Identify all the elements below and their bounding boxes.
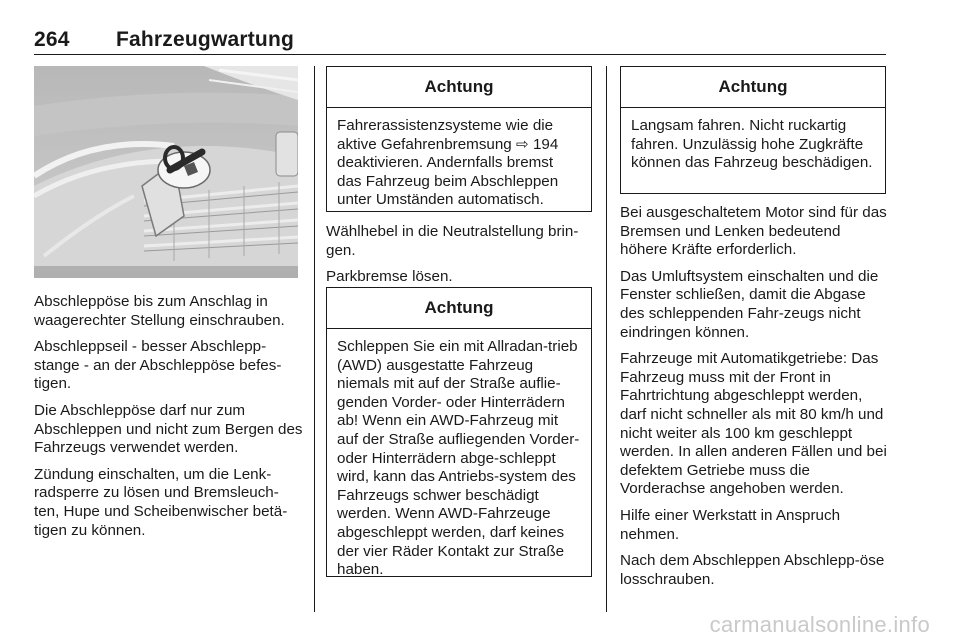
tow-eye-illustration [34,66,298,278]
warning-box-awd [326,287,592,577]
paragraph: Fahrzeuge mit Automatikgetriebe: Das Fahrzeug muss mit der Front in Fahrtrichtung abgeschleppt werden, darf nicht schneller als mit 80 km/h und nicht weiter als 100 km geschleppt werden. In allen anderen Fällen und bei defektem Getriebe muss die Vorderachse angehoben werden. [620,350,887,498]
page-reference-icon: ⇨ [515,135,529,153]
paragraph: Abschleppöse bis zum Anschlag in waagerechter Stellung einschrauben. [34,293,285,329]
column-2-text [326,223,592,295]
column-divider-2 [606,66,607,612]
paragraph: Abschleppseil - besser Abschlepp-stange - an der Abschleppöse befes-tigen. [34,338,282,393]
paragraph: Nach dem Abschleppen Abschlepp-öse losschrauben. [620,552,885,588]
paragraph: Das Umluftsystem einschalten und die Fenster schließen, damit die Abgase des schleppenden Fahr-zeugs nicht eindringen können. [620,267,879,341]
paragraph: Bei ausgeschaltetem Motor sind für das Bremsen und Lenken bedeutend höhere Kräfte erforderlich. [620,204,887,259]
warning-text-part: deaktivieren. Andernfalls bremst das Fahrzeug beim Abschleppen unter Umständen automatisch. [337,154,559,209]
page-reference[interactable]: 194 [528,135,559,153]
page-title: Fahrzeugwartung [116,28,295,51]
warning-text [327,108,591,210]
warning-box-drive-slowly [620,66,886,194]
paragraph: Parkbremse lösen. [326,268,453,286]
warning-heading: Achtung [327,67,591,108]
warning-heading: Achtung [327,288,591,329]
warning-box-driver-assistance [326,66,592,212]
column-1-text [34,293,304,548]
warning-text-part: Fahrerassistenzsysteme wie die aktive Gefahrenbremsung [337,117,554,153]
page-header [34,28,886,55]
paragraph: Wählhebel in die Neutralstellung brin-gen. [326,223,579,259]
column-3-text [620,204,890,597]
watermark: carmanualsonline.info [709,612,930,637]
warning-text: Langsam fahren. Nicht ruckartig fahren. Unzulässig hohe Zugkräfte können das Fahrzeug beschädigen. [631,117,873,172]
column-divider-1 [314,66,315,612]
page-number: 264 [34,28,70,51]
warning-heading: Achtung [621,67,885,108]
paragraph: Zündung einschalten, um die Lenk-radsperre zu lösen und Bremsleuch-ten, Hupe und Scheibenwischer betä-tigen zu können. [34,465,288,539]
paragraph: Die Abschleppöse darf nur zum Abschleppen und nicht zum Bergen des Fahrzeugs verwendet werden. [34,401,303,457]
paragraph: Hilfe einer Werkstatt in Anspruch nehmen. [620,506,841,543]
warning-text: Schleppen Sie ein mit Allradan-trieb (AWD) ausgestatte Fahrzeug niemals mit auf der Straße auflie-genden Vorder- oder Hinterrädern ab! Wenn ein AWD-Fahrzeug mit auf der Straße aufliegenden Vorder- oder Hinterrädern abge-schleppt wird, kann das Antriebs-system des Fahrzeugs schwer beschädigt werden. Wenn AWD-Fahrzeuge abgeschleppt werden, darf keines der vier Räder Kontakt zur Straße haben. [337,338,580,579]
